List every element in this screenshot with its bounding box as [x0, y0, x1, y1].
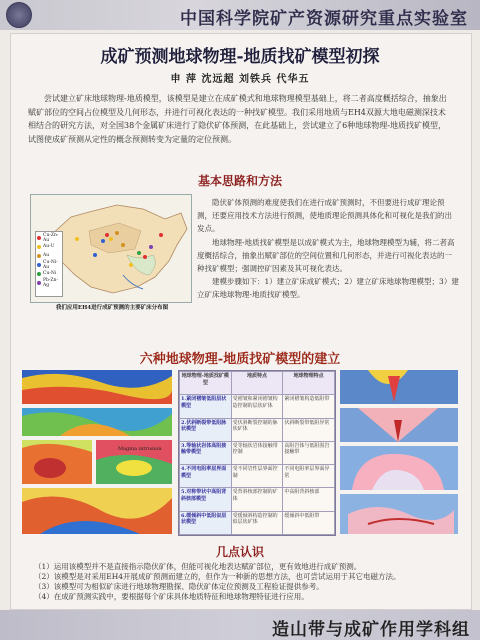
model-name-cell: 4.不同电阻率层界面模型: [180, 465, 232, 488]
conclusion-item: （3）该模型可为相似矿床进行地球物理勘探、隐伏矿体定位预测及工程验证提供参考。: [34, 582, 324, 591]
geophysics-cell: 伏斜断裂带低阻异常: [283, 418, 335, 441]
table-row: [180, 395, 335, 418]
model-summary-table: [178, 370, 336, 536]
geophysics-cell: 中高阻背斜核部: [283, 488, 335, 511]
legend-marker-icon: [37, 263, 41, 267]
conclusion-item: （1）运用该模型并不是直接指示隐伏矿体，但能可视化地表达赋矿部位，更有效地进行成矿预测。: [34, 562, 362, 571]
legend-marker-icon: [37, 272, 41, 276]
geology-cell: 受伏斜断裂控制的脉状矿体: [231, 418, 283, 441]
legend-item: Cu-Zn-Au: [37, 233, 61, 242]
authors: 申 萍 沈远超 刘铁兵 代华五: [170, 74, 310, 85]
geology-cell: 受等轴状岩体接触带控制: [231, 441, 283, 464]
table-header: 地球物理-地质找矿模型: [180, 372, 232, 395]
magma-intrusion-label: Magma intrusion: [118, 446, 162, 452]
model-name-cell: 5.对称带状中高阻背斜核部模型: [180, 488, 232, 511]
geology-cell: 受缓倾斜构造控制的似层状矿体: [231, 511, 283, 534]
geophysics-cell: 高阻岩体与低阻围岩接触带: [283, 441, 335, 464]
map-caption: 我们应用EH4进行成矿预测的主要矿床分布图: [55, 305, 169, 311]
footer-banner: [0, 610, 480, 640]
model-name-cell: 3.等轴状岩体高阻接触带模型: [180, 441, 232, 464]
method-paragraph: 建模步骤如下：1）建立矿床成矿模式；2）建立矿床地球物理模型；3）建立矿床地球物理-地质找矿模型。: [197, 277, 459, 300]
legend-item: Au: [37, 251, 61, 260]
section-heading-conclusions: 几点认识: [215, 545, 264, 559]
legend-marker-icon: [37, 281, 41, 285]
section-heading-models: 六种地球物理-地质找矿模型的建立: [139, 352, 341, 367]
model-diagrams-right: [338, 368, 460, 536]
geology-cell: 受褶皱和紧闭褶皱构造控制的层状矿体: [231, 395, 283, 418]
section-heading-method: 基本思路和方法: [197, 174, 282, 188]
legend-item: Pb-Zn-Ag: [37, 278, 61, 287]
method-text: [197, 196, 459, 302]
table-row: [180, 511, 335, 534]
conclusions-list: [34, 562, 454, 602]
conclusion-item: （4）在成矿预测实践中，要根据每个矿床具体地质特征和地球物理特征进行应用。: [34, 592, 309, 601]
table-header: 地质特点: [231, 372, 283, 395]
method-paragraph: 地球物理-地质找矿模型是以成矿模式为主，地球物理模型为辅，将二者高度概括综合，抽象出赋矿部位的空间位置和几何形态，并进行可视化表达的一种找矿模型；强调控矿因素及其可视化表达。: [197, 237, 455, 274]
lab-header: [0, 0, 480, 30]
geology-cell: 受不同岩性层界面控制: [231, 465, 283, 488]
institute-logo: [6, 2, 32, 28]
legend-item: Au-U: [37, 242, 61, 251]
deposit-distribution-map: [30, 194, 192, 303]
table-row: [180, 488, 335, 511]
lab-title: 中国科学院矿产资源研究重点实验室: [180, 9, 468, 29]
abstract: 尝试建立矿床地球物理-地质模型，该模型是建立在成矿模式和地球物理模型基础上，将二者高度概括综合，抽象出赋矿部位的空间占位模型及几何形态，并进行可视化表达的一种找矿模型。我们采用地质与EH4双源大地电磁测深技术相结合的研究方法，对全国38个金属矿床进行了隐伏矿体预测，在此基础上，尝试建立了6种地球物理-地质找矿模型，试图使成矿预测从定性的概念预测转变为定量的定位预测。: [28, 94, 447, 144]
models-figure: [20, 368, 460, 536]
geophysics-cell: 紧闭褶皱构造低阻带: [283, 395, 335, 418]
legend-marker-icon: [37, 254, 41, 258]
method-paragraph: 隐伏矿体预测的难度使我们在进行成矿预测时，不但要进行成矿理论预测，还要应用技术方法进行预测，使地质理论预测具体化和可视化是我们的出发点。: [197, 198, 452, 234]
poster-title: 成矿预测地球物理-地质找矿模型初探: [100, 47, 380, 67]
legend-marker-icon: [37, 236, 41, 240]
table-row: [180, 465, 335, 488]
geophysics-cell: 不同电阻率层界面异常: [283, 465, 335, 488]
legend-item: Cu-Ni-Au: [37, 260, 61, 269]
table-row: [180, 441, 335, 464]
model-name-cell: 1.紧闭褶皱低阻层状模型: [180, 395, 232, 418]
map-legend: [35, 231, 63, 297]
legend-item: Cu-Ni: [37, 269, 61, 278]
model-name-cell: 6.缓倾斜中低阻似层状模型: [180, 511, 232, 534]
legend-marker-icon: [37, 245, 41, 249]
research-group-name: 造山带与成矿作用学科组: [272, 620, 470, 640]
resistivity-sections-left: [20, 368, 174, 536]
table-row: [180, 418, 335, 441]
geology-cell: 受背斜核部控制的矿体: [231, 488, 283, 511]
geophysics-cell: 缓倾斜中低阻带: [283, 511, 335, 534]
conclusion-item: （2）该模型是对采用EH4开展成矿预测而建立的，但作为一种新的思想方法，也可尝试运用于其它电磁方法。: [34, 572, 401, 581]
table-header: 地球物理特点: [283, 372, 335, 395]
model-name-cell: 2.伏斜断裂带低阻脉状模型: [180, 418, 232, 441]
